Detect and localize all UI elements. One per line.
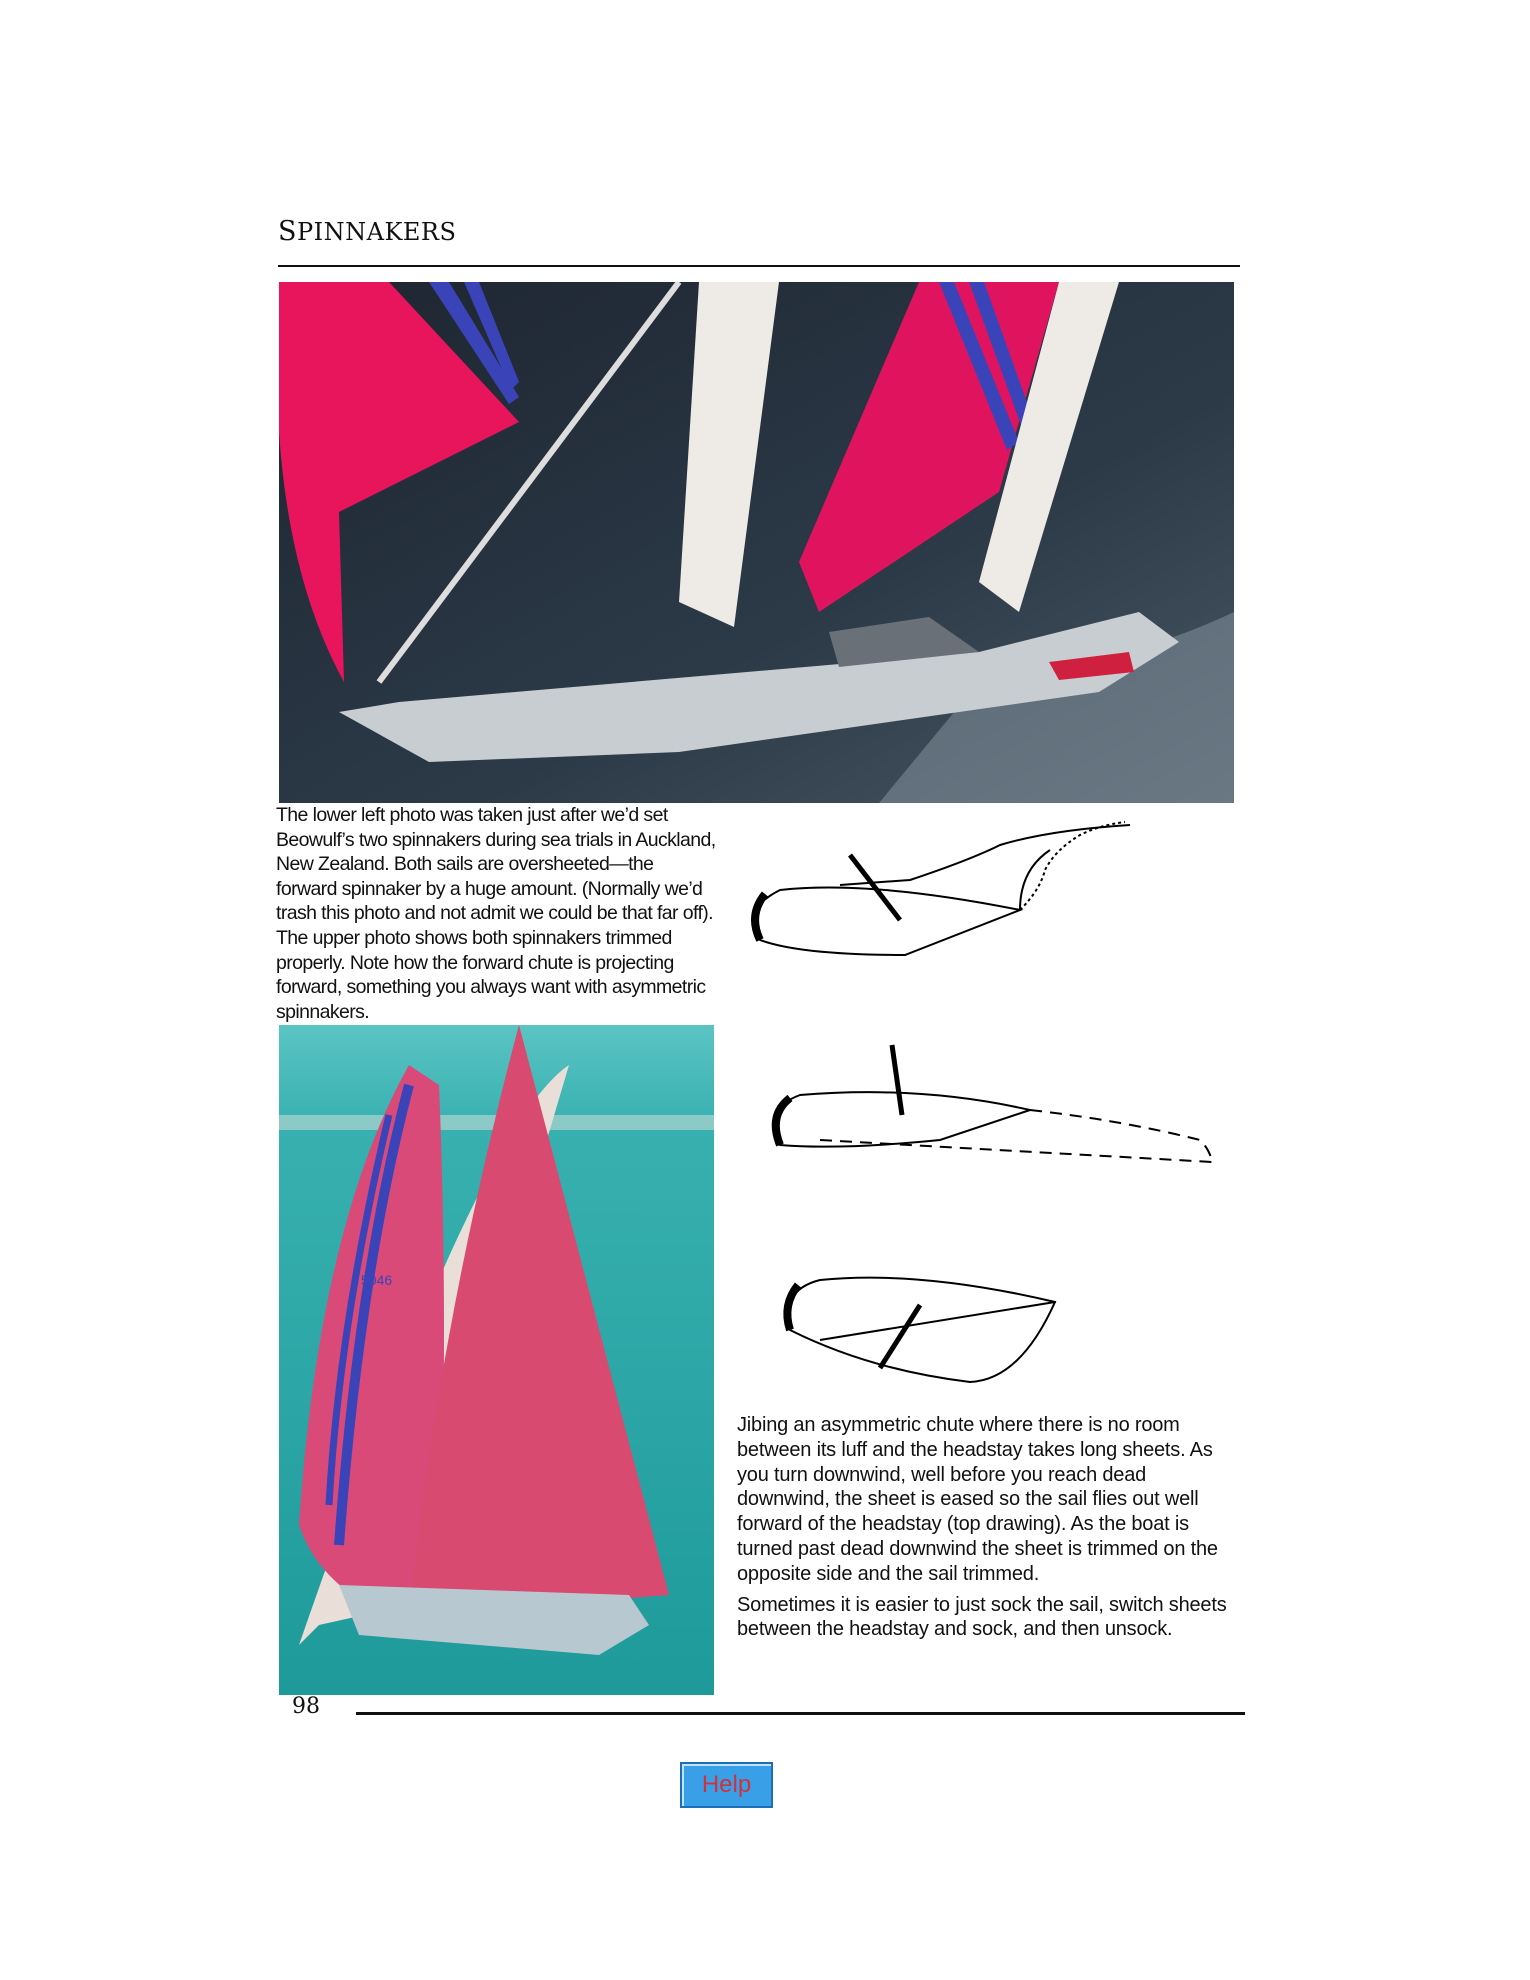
photo-caption: The lower left photo was taken just after we’d set Beowulf’s two spinnakers during sea trials in Auckland, New Zealand. Both sails are oversheeted—the forward spinnaker by a huge amount. (Normally we’d trash this photo and not admit we could be that far off). The upper photo shows both spinnakers trimmed properly. Note how the forward chute is projecting forward, something you always want with asymmetric spinnakers. (276, 804, 716, 1023)
photo-ketch-spinnakers-trimmed (279, 282, 1234, 803)
body-text (737, 1413, 1227, 1648)
header-rest: PINNAKERS (297, 218, 457, 246)
header-initial: S (278, 216, 297, 247)
help-button[interactable]: Help (680, 1762, 773, 1808)
jibe-diagrams (720, 810, 1240, 1400)
diagram-bottom (787, 1278, 1055, 1382)
sail-number: 5046 (361, 1272, 393, 1288)
photo-ketch-spinnakers-oversheeted (279, 1025, 714, 1695)
section-header (278, 216, 456, 247)
diagram-middle (773, 1045, 1212, 1162)
page-number: 98 (292, 1694, 320, 1719)
footer-divider (356, 1712, 1245, 1715)
diagram-top (753, 822, 1130, 955)
header-divider (278, 265, 1240, 267)
paragraph-sock: Sometimes it is easier to just sock the sail, switch sheets between the headstay and sock, and then unsock. (737, 1593, 1227, 1641)
paragraph-jibing: Jibing an asymmetric chute where there is no room between its luff and the headstay takes long sheets. As you turn downwind, well before you reach dead downwind, the sheet is eased so the sail flies out well forward of the headstay (top drawing). As the boat is turned past dead downwind the sheet is trimmed on the opposite side and the sail trimmed. (737, 1414, 1218, 1585)
